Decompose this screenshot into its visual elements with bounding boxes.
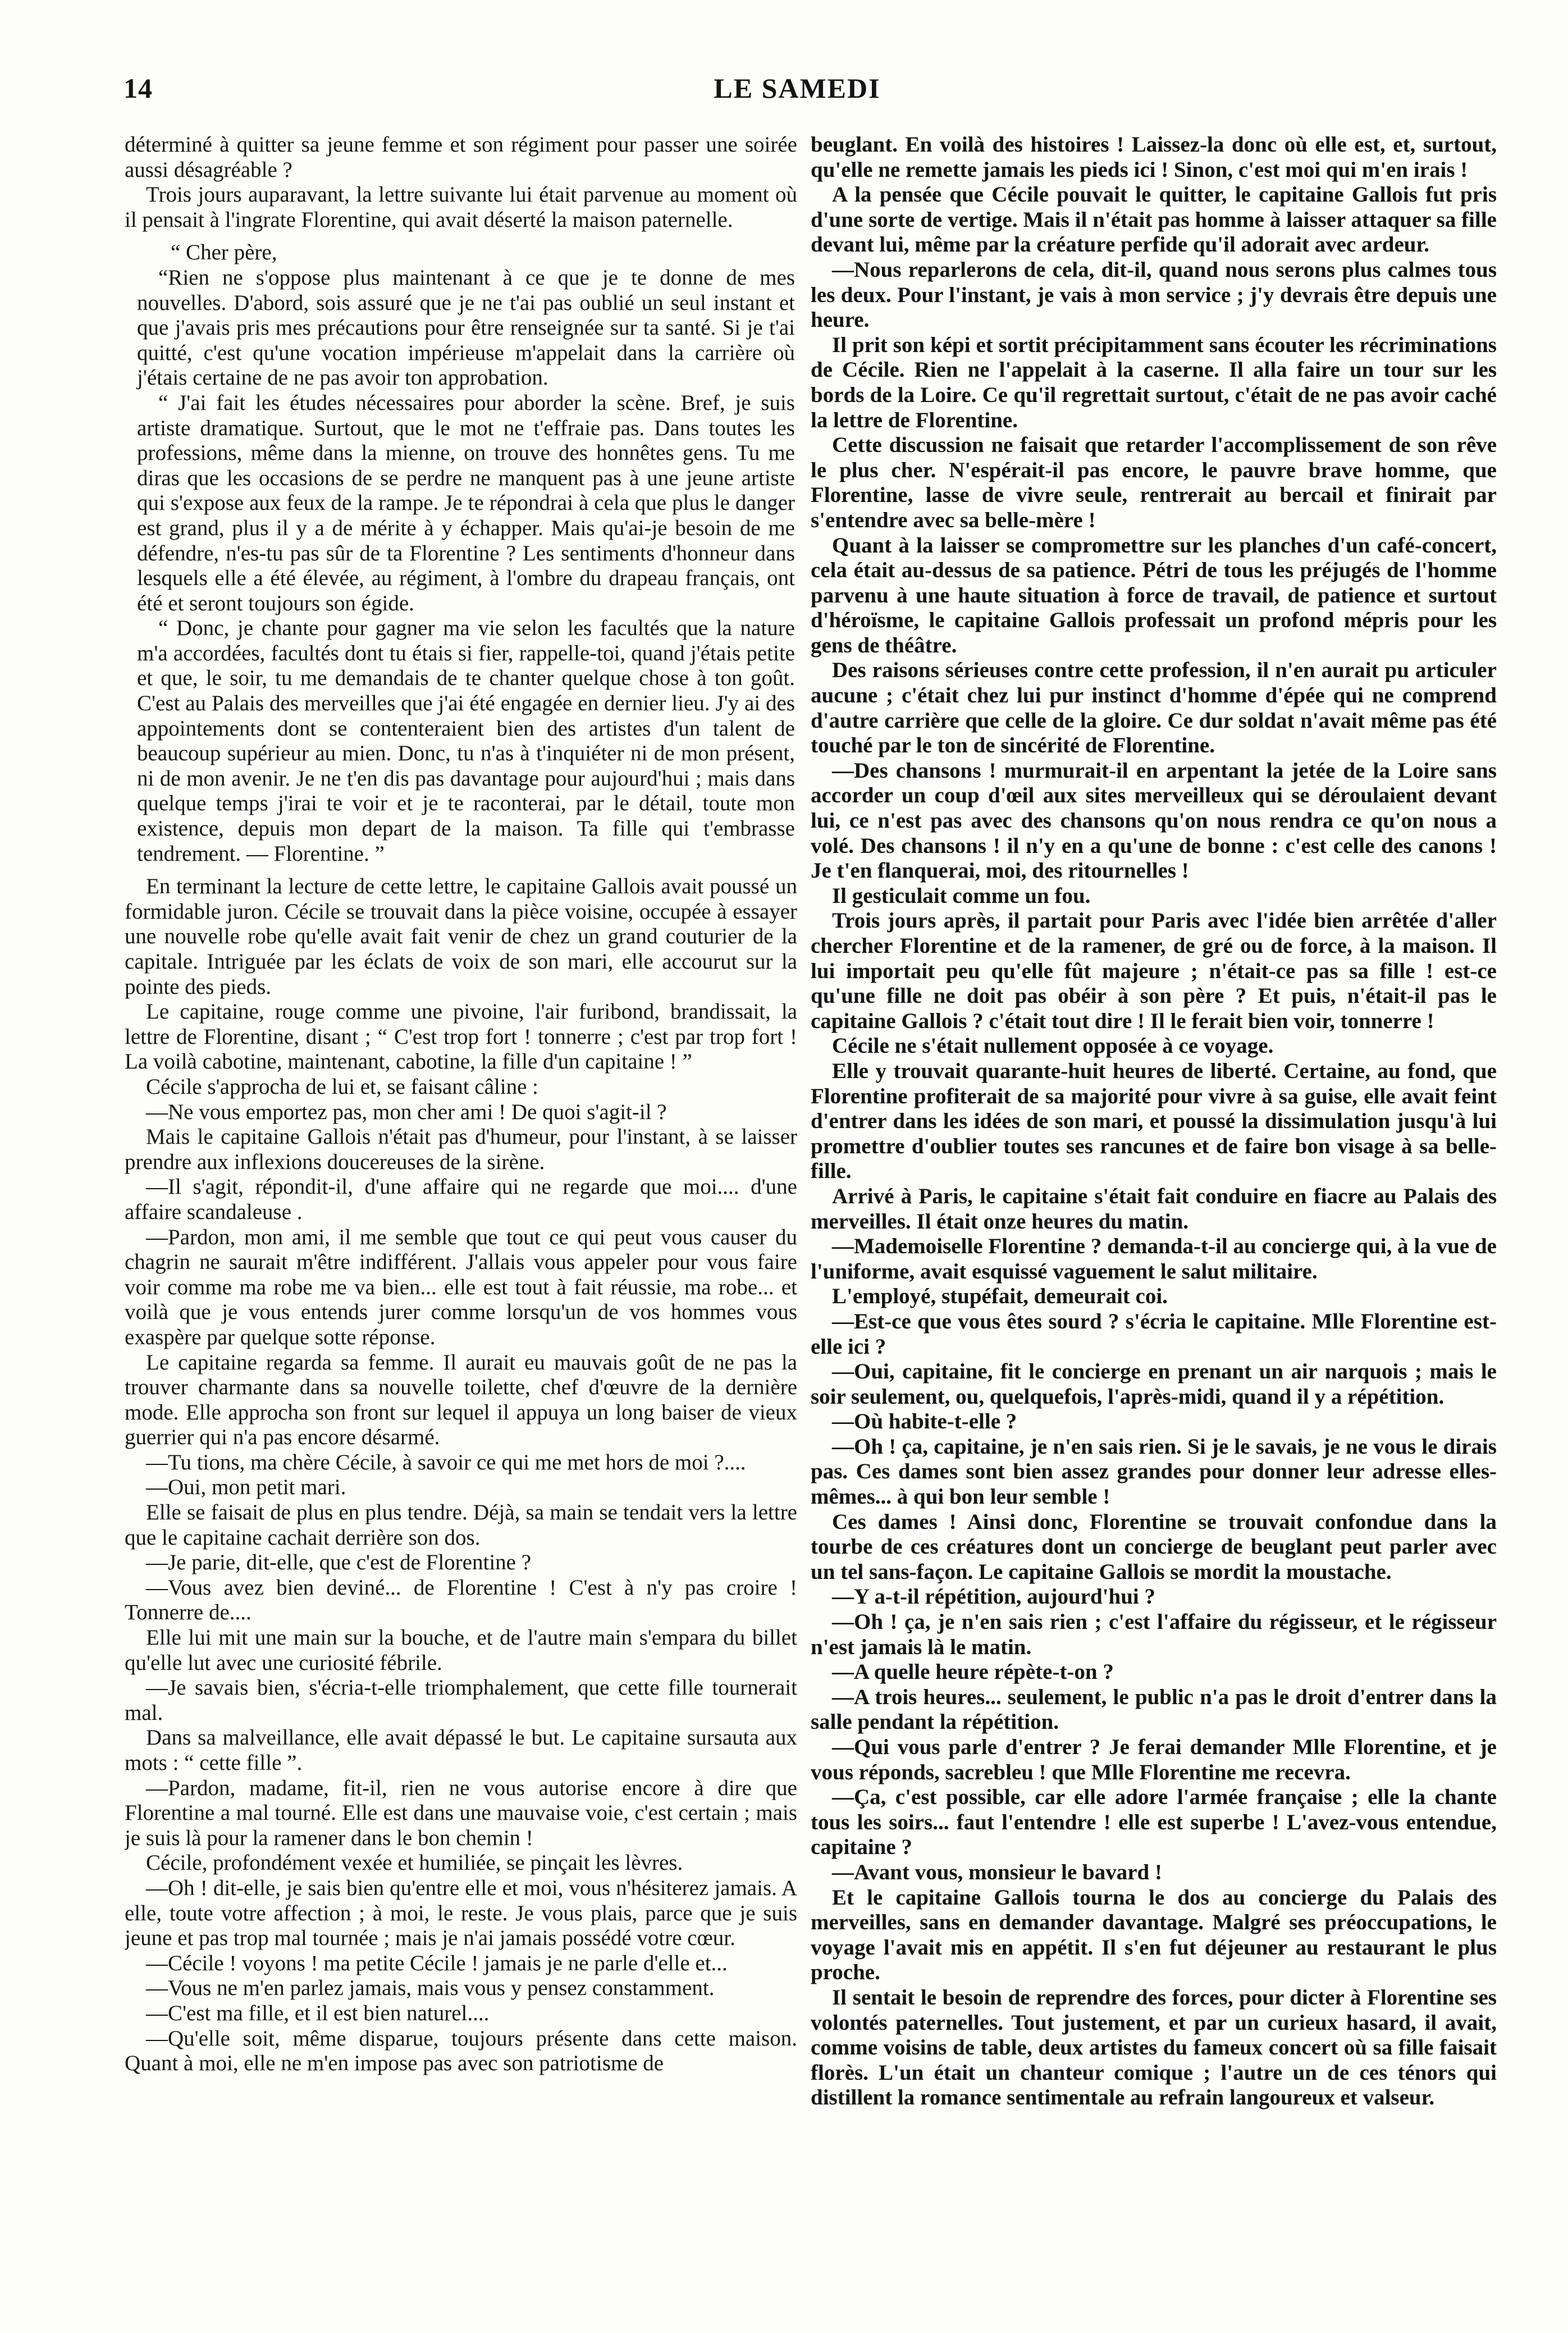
dialogue-line: —Je parie, dit-elle, que c'est de Florentine ? xyxy=(146,1550,532,1575)
dialogue-line: —Vous ne m'en parlez jamais, mais vous y pensez constamment. xyxy=(146,1976,715,2001)
dialogue-line: —Des chansons ! murmurait-il en arpentant la jetée de la Loire sans accorder un coup d'œil aux sites merveilleux qui se déroulaient devant lui, ce n'est pas avec des chansons qu'on nous rendra ce qu'on nous a volé. Des chansons ! il n'y en a qu'une de bonne : c'est celle des canons ! Je t'en flanquerai, moi, des ritournelles ! xyxy=(811,758,1497,883)
paragraph: Elle se faisait de plus en plus tendre. Déjà, sa main se tendait vers la lettre que le capitaine cachait derrière son dos. xyxy=(125,1500,797,1550)
paragraph: Le capitaine, rouge comme une pivoine, l'air furibond, brandissait, la lettre de Florentine, disant ; “ C'est trop fort ! tonnerre ; c'est par trop fort ! La voilà cabotine, maintenant, cabotine, la fille d'un capitaine ! ” xyxy=(125,999,797,1074)
dialogue-line: —Est-ce que vous êtes sourd ? s'écria le capitaine. Mlle Florentine est-elle ici ? xyxy=(811,1309,1497,1359)
paragraph: L'employé, stupéfait, demeurait coi. xyxy=(832,1284,1168,1309)
paragraph: Trois jours après, il partait pour Paris avec l'idée bien arrêtée d'aller chercher Florentine et de la ramener, de gré ou de force, à la maison. Il lui importait peu qu'elle fût majeure ; n'était-ce pas sa fille ! est-ce qu'une fille ne doit pas obéir à son père ? Et puis, n'était-il pas le capitaine Gallois ? c'était tout dire ! Il le ferait bien voir, tonnerre ! xyxy=(811,908,1497,1033)
dialogue-line: —Ça, c'est possible, car elle adore l'armée française ; elle la chante tous les soirs... faut l'entendre ! elle est superbe ! L'avez-vous entendue, capitaine ? xyxy=(811,1785,1497,1860)
dialogue-line: —Nous reparlerons de cela, dit-il, quand nous serons plus calmes tous les deux. Pour l'instant, je vais à mon service ; j'y devrais être depuis une heure. xyxy=(811,257,1497,332)
paragraph: Et le capitaine Gallois tourna le dos au concierge du Palais des merveilles, sans en demander davantage. Malgré ses préoccupations, le voyage l'avait mis en appétit. Il s'en fut déjeuner au restaurant le plus proche. xyxy=(811,1885,1497,1985)
dialogue-line: —Oui, capitaine, fit le concierge en prenant un air narquois ; mais le soir seulement, ou, quelquefois, l'après-midi, quand il y a répétition. xyxy=(811,1359,1497,1409)
letter-paragraph: “ Donc, je chante pour gagner ma vie selon les facultés que la nature m'a accordées, facultés dont tu étais si fier, rappelle-toi, quand j'étais petite et que, le soir, tu me demandais de te chanter quelque chose à ton goût. C'est au Palais des merveilles que j'ai été engagée en dernier lieu. J'y ai des appointements dont se contenteraient bien des artistes d'un talent de beaucoup supérieur au mien. Donc, tu n'as à t'inquiéter ni de mon présent, ni de mon avenir. Je ne t'en dis pas davantage pour aujourd'hui ; mais dans quelque temps j'irai te voir et je te raconterai, par le détail, toute mon existence, depuis mon depart de la maison. Ta fille qui t'embrasse tendrement. — Florentine. ” xyxy=(137,616,795,866)
dialogue-line: —C'est ma fille, et il est bien naturel.... xyxy=(146,2001,490,2025)
dialogue-line: —Pardon, mon ami, il me semble que tout ce qui peut vous causer du chagrin ne saurait m'être indifférent. J'allais vous appeler pour vous faire voir comme ma robe me va bien... elle est tout à fait réussie, ma robe... et voilà que je vous entends jurer comme lorsqu'un de vos hommes vous exaspère par quelque sotte réponse. xyxy=(125,1225,797,1349)
dialogue-line: —Je savais bien, s'écria-t-elle triomphalement, que cette fille tournerait mal. xyxy=(125,1675,797,1725)
paragraph: Le capitaine regarda sa femme. Il aurait eu mauvais goût de ne pas la trouver charmante dans sa nouvelle toilette, chef d'œuvre de la dernière mode. Elle approcha son front sur lequel il appuya un long baiser de vieux guerrier qui n'a pas encore désarmé. xyxy=(125,1350,797,1450)
dialogue-line: —Qui vous parle d'entrer ? Je ferai demander Mlle Florentine, et je vous réponds, sacrebleu ! que Mlle Florentine me recevra. xyxy=(811,1735,1497,1784)
dialogue-line: —Il s'agit, répondit-il, d'une affaire qui ne regarde que moi.... d'une affaire scandaleuse . xyxy=(125,1175,797,1224)
paragraph: A la pensée que Cécile pouvait le quitter, le capitaine Gallois fut pris d'une sorte de vertige. Mais il n'était pas homme à laisser attaquer sa fille devant lui, même par la créature perfide qu'il adorait avec ardeur. xyxy=(811,182,1497,257)
dialogue-line: —Oui, mon petit mari. xyxy=(146,1475,346,1500)
letter-paragraph: “ J'ai fait les études nécessaires pour aborder la scène. Bref, je suis artiste dramatique. Surtout, que le mot ne t'effraie pas. Dans toutes les professions, même dans la mienne, on trouve des honnêtes gens. Tu me diras que les occasions de se perdre ne manquent pas à une jeune artiste qui s'expose aux feux de la rampe. Je te répondrai à cela que plus le danger est grand, plus il y a de mérite à y échapper. Mais qu'ai-je besoin de me défendre, n'es-tu pas sûr de ta Florentine ? Les sentiments d'honneur dans lesquels elle a été élevée, au régiment, à l'ombre du drapeau français, ont été et seront toujours son égide. xyxy=(137,390,795,615)
dialogue-line: —Tu tions, ma chère Cécile, à savoir ce qui me met hors de moi ?.... xyxy=(146,1450,746,1474)
dialogue-line: —Oh ! ça, je n'en sais rien ; c'est l'affaire du régisseur, et le régisseur n'est jamais là le matin. xyxy=(811,1610,1497,1659)
paragraph: Elle y trouvait quarante-huit heures de liberté. Certaine, au fond, que Florentine profiterait de sa majorité pour vivre à sa guise, elle avait feint d'entrer dans les idées de son mari, et poussé la dissimulation jusqu'à lui promettre d'oublier toutes ses rancunes et de faire bon visage à sa belle-fille. xyxy=(811,1058,1497,1184)
page-number: 14 xyxy=(124,72,153,104)
dialogue-line: —Ne vous emportez pas, mon cher ami ! De quoi s'agit-il ? xyxy=(146,1099,667,1124)
dialogue-line: —Pardon, madame, fit-il, rien ne vous autorise encore à dire que Florentine a mal tourné. Elle est dans une mauvaise voie, c'est certain ; mais je suis là pour la ramener dans le bon chemin ! xyxy=(125,1775,797,1850)
right-column xyxy=(811,133,1497,2255)
dialogue-line: —Qu'elle soit, même disparue, toujours présente dans cette maison. Quant à moi, elle ne m'en impose pas avec son patriotisme de xyxy=(125,2026,797,2076)
paragraph: Cette discussion ne faisait que retarder l'accomplissement de son rêve le plus cher. N'espérait-il pas encore, le pauvre brave homme, que Florentine, lasse de vivre seule, rentrerait au bercail et finirait par s'entendre avec sa belle-mère ! xyxy=(811,433,1497,532)
letter-paragraph: “Rien ne s'oppose plus maintenant à ce que je te donne de mes nouvelles. D'abord, sois assuré que je ne t'ai pas oublié un seul instant et que j'avais pris mes précautions pour être renseignée sur ta santé. Si je t'ai quitté, c'est qu'une vocation impérieuse m'appelait dans la carrière où j'étais certaine de ne pas avoir ton approbation. xyxy=(137,265,795,390)
letter-salutation: “ Cher père, xyxy=(171,240,277,265)
running-title: LE SAMEDI xyxy=(714,72,881,104)
paragraph: Cécile, profondément vexée et humiliée, se pinçait les lèvres. xyxy=(146,1851,683,1875)
paragraph: Trois jours auparavant, la lettre suivante lui était parvenue au moment où il pensait à l'ingrate Florentine, qui avait déserté la maison paternelle. xyxy=(125,182,797,232)
paragraph: Ces dames ! Ainsi donc, Florentine se trouvait confondue dans la tourbe de ces créatures dont un concierge de beuglant peut parler avec un tel sans-façon. Le capitaine Gallois se mordit la moustache. xyxy=(811,1509,1497,1584)
paragraph: déterminé à quitter sa jeune femme et son régiment pour passer une soirée aussi désagréable ? xyxy=(125,133,797,182)
paragraph: Elle lui mit une main sur la bouche, et de l'autre main s'empara du billet qu'elle lut avec une curiosité fébrile. xyxy=(125,1626,797,1675)
paragraph: Cécile s'approcha de lui et, se faisant câline : xyxy=(146,1074,538,1099)
dialogue-line: —A quelle heure répète-t-on ? xyxy=(832,1660,1114,1684)
paragraph: Mais le capitaine Gallois n'était pas d'humeur, pour l'instant, à se laisser prendre aux inflexions doucereuses de la sirène. xyxy=(125,1125,797,1174)
dialogue-line: —Cécile ! voyons ! ma petite Cécile ! jamais je ne parle d'elle et... xyxy=(146,1951,728,1975)
paragraph: Il sentait le besoin de reprendre des forces, pour dicter à Florentine ses volontés paternelles. Tout justement, et par un curieux hasard, il avait, comme voisins de table, deux artistes du fameux concert où sa fille faisait florès. L'un était un chanteur comique ; l'autre un de ces ténors qui distillent la romance sentimentale au refrain langoureux et valseur. xyxy=(811,1985,1497,2110)
dialogue-line: —Mademoiselle Florentine ? demanda-t-il au concierge qui, à la vue de l'uniforme, avait esquissé vaguement le salut militaire. xyxy=(811,1234,1497,1284)
paragraph: Dans sa malveillance, elle avait dépassé le but. Le capitaine sursauta aux mots : “ cette fille ”. xyxy=(125,1725,797,1775)
paragraph: Quant à la laisser se compromettre sur les planches d'un café-concert, cela était au-dessus de sa patience. Pétri de tous les préjugés de l'homme parvenu à une haute situation à force de travail, de patience et surtout d'héroïsme, le capitaine Gallois professait un profond mépris pour les gens de théâtre. xyxy=(811,533,1497,658)
dialogue-line: —A trois heures... seulement, le public n'a pas le droit d'entrer dans la salle pendant la répétition. xyxy=(811,1684,1497,1734)
paragraph: Arrivé à Paris, le capitaine s'était fait conduire en fiacre au Palais des merveilles. Il était onze heures du matin. xyxy=(811,1184,1497,1234)
left-column xyxy=(125,133,797,2255)
dialogue-line: —Y a-t-il répétition, aujourd'hui ? xyxy=(832,1585,1155,1609)
paragraph: Il gesticulait comme un fou. xyxy=(832,883,1091,908)
paragraph: beuglant. En voilà des histoires ! Laissez-la donc où elle est, et, surtout, qu'elle ne remette jamais les pieds ici ! Sinon, c'est moi qui m'en irais ! xyxy=(811,133,1497,182)
paragraph: Cécile ne s'était nullement opposée à ce voyage. xyxy=(832,1034,1274,1058)
dialogue-line: —Où habite-t-elle ? xyxy=(832,1409,1017,1434)
dialogue-line: —Avant vous, monsieur le bavard ! xyxy=(832,1860,1162,1884)
paragraph: Des raisons sérieuses contre cette profession, il n'en aurait pu articuler aucune ; c'était chez lui pur instinct d'homme d'épée qui ne comprend d'autre carrière que celle de la gloire. Ce dur soldat n'avait même pas été touché par le ton de sincérité de Florentine. xyxy=(811,658,1497,758)
dialogue-line: —Oh ! ça, capitaine, je n'en sais rien. Si je le savais, je ne vous le dirais pas. Ces dames sont bien assez grandes pour donner leur adresse elles-mêmes... à qui bon leur semble ! xyxy=(811,1434,1497,1509)
dialogue-line: —Vous avez bien deviné... de Florentine ! C'est à n'y pas croire ! Tonnerre de.... xyxy=(125,1575,797,1625)
paragraph: Il prit son képi et sortit précipitamment sans écouter les récriminations de Cécile. Rien ne l'appelait à la caserne. Il alla faire un tour sur les bords de la Loire. Ce qu'il regrettait surtout, c'était de ne pas avoir caché la lettre de Florentine. xyxy=(811,332,1497,432)
dialogue-line: —Oh ! dit-elle, je sais bien qu'entre elle et moi, vous n'hésiterez jamais. A elle, toute votre affection ; à moi, le reste. Je vous plais, parce que je suis jeune et pas trop mal tournée ; mais je n'ai jamais possédé votre cœur. xyxy=(125,1875,797,1951)
paragraph: En terminant la lecture de cette lettre, le capitaine Gallois avait poussé un formidable juron. Cécile se trouvait dans la pièce voisine, occupée à essayer une nouvelle robe qu'elle avait fait venir de chez un grand couturier de la capitale. Intriguée par les éclats de voix de son mari, elle accourut sur la pointe des pieds. xyxy=(125,874,797,999)
